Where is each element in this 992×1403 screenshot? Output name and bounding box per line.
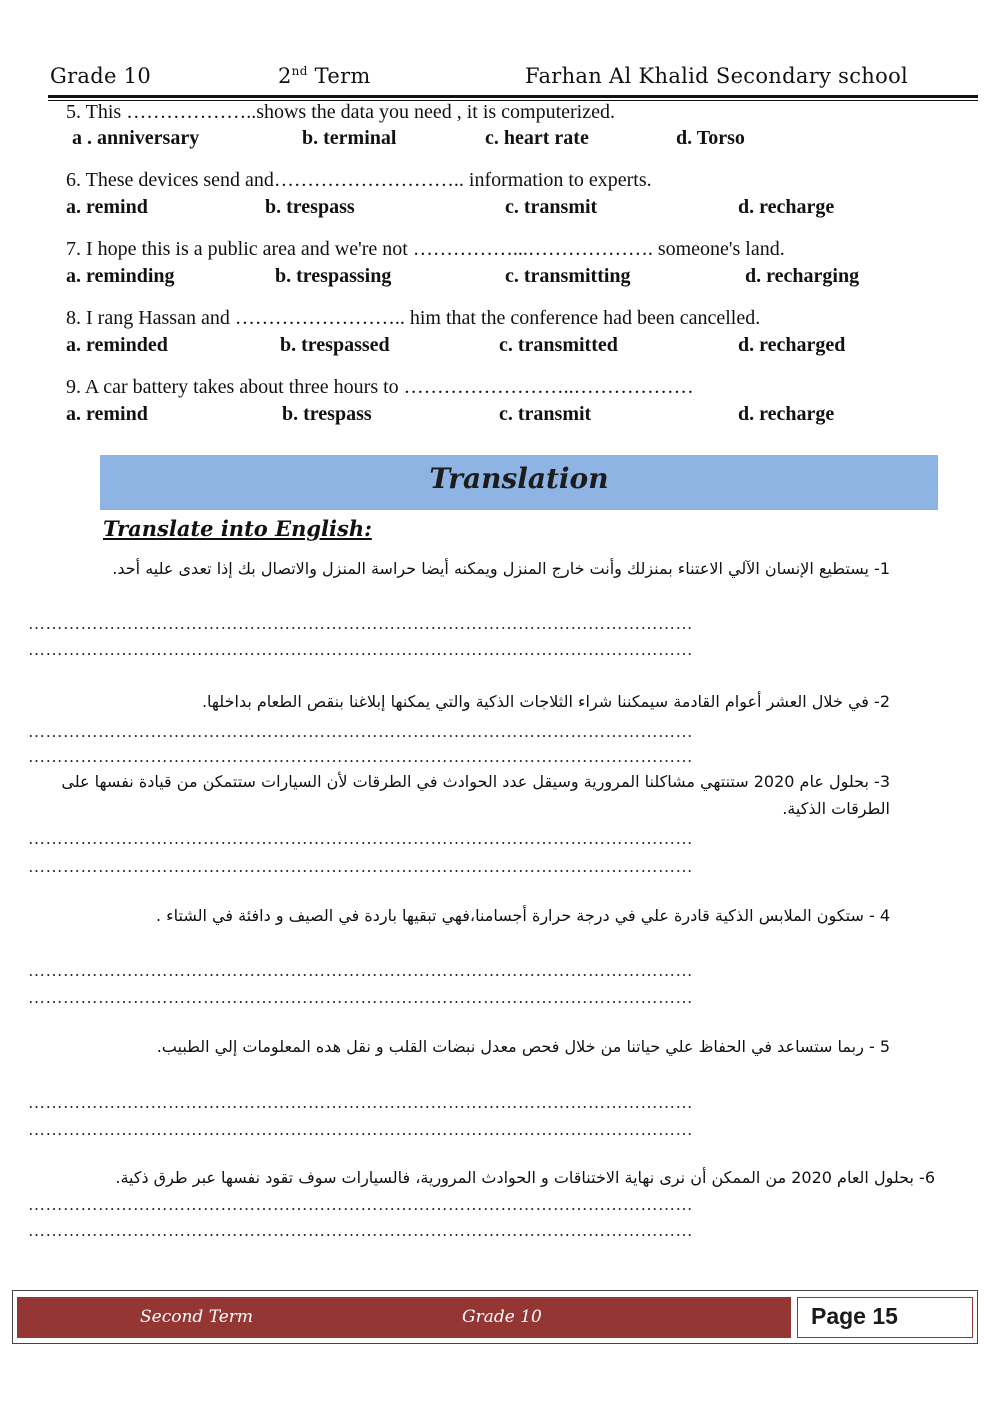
page-number: Page 15 (811, 1303, 898, 1329)
answer-line[interactable]: …………………………………………………………………………………………………… (28, 640, 693, 659)
question-7: 7. I hope this is a public area and we're not ……………...………………. someone's land. (66, 238, 785, 260)
instruction-heading: Translate into English: (103, 516, 372, 541)
translation-item-5 (110, 1033, 890, 1060)
answer-line[interactable]: …………………………………………………………………………………………………… (28, 614, 693, 633)
option-b: b. trespass (282, 403, 372, 425)
option-c: c. transmit (499, 403, 592, 425)
answer-line[interactable]: …………………………………………………………………………………………………… (28, 1221, 693, 1240)
header-school: Farhan Al Khalid Secondary school (525, 64, 909, 88)
translation-item-2 (110, 688, 890, 715)
option-c: c. transmit (505, 196, 598, 218)
option-c: c. heart rate (485, 127, 589, 149)
option-b: b. terminal (302, 127, 397, 149)
option-b: b. trespassing (275, 265, 392, 287)
option-d: d. recharged (738, 334, 846, 356)
header-grade: Grade 10 (50, 64, 152, 88)
answer-line[interactable]: …………………………………………………………………………………………………… (28, 722, 693, 741)
question-9: 9. A car battery takes about three hours to ……………………..……………… (66, 376, 694, 398)
answer-line[interactable]: …………………………………………………………………………………………………… (28, 747, 693, 766)
answer-line[interactable]: …………………………………………………………………………………………………… (28, 1093, 693, 1112)
item-number: 3- (874, 772, 890, 791)
option-b: b. trespass (265, 196, 355, 218)
header-term-suffix: nd (291, 64, 308, 78)
option-a: a. reminded (66, 334, 168, 356)
option-a: a . anniversary (72, 127, 200, 149)
item-number: 4 - (868, 906, 890, 925)
answer-line[interactable]: …………………………………………………………………………………………………… (28, 829, 693, 848)
translation-item-3 (30, 768, 890, 822)
translation-item-4 (110, 902, 890, 929)
item-text: بحلول العام 2020 من الممكن أن نرى نهاية الاختناقات و الحوادث المرورية، فالسيارات سوف تقود نفسها عبر طرق ذكية. (115, 1168, 914, 1187)
option-d: d. recharge (738, 403, 835, 425)
footer-bar (17, 1297, 791, 1338)
header-term-number: 2 (278, 64, 292, 88)
answer-line[interactable]: …………………………………………………………………………………………………… (28, 961, 693, 980)
item-text: بحلول عام 2020 ستنتهي مشاكلنا المرورية وسيقل عدد الحوادث في الطرقات لأن السيارات ستتمكن من قيادة نفسها على الطرقات الذكية. (61, 772, 890, 818)
option-d: d. Torso (676, 127, 745, 149)
answer-line[interactable]: …………………………………………………………………………………………………… (28, 857, 693, 876)
item-number: 1- (874, 559, 890, 578)
option-d: d. recharging (745, 265, 860, 287)
translation-item-1 (110, 555, 890, 582)
option-a: a. reminding (66, 265, 175, 287)
answer-line[interactable]: …………………………………………………………………………………………………… (28, 988, 693, 1007)
option-a: a. remind (66, 196, 148, 218)
header-term-word: Term (314, 64, 371, 88)
translation-item-6 (40, 1164, 935, 1191)
item-text: يستطيع الإنسان الآلي الاعتناء بمنزلك وأنت خارج المنزل ويمكنه أيضا حراسة المنزل والاتصال بك إذا تعدى عليه أحد. (112, 559, 869, 578)
option-a: a. remind (66, 403, 148, 425)
header-divider (48, 95, 978, 98)
question-6: 6. These devices send and……………………….. information to experts. (66, 169, 652, 191)
section-title: Translation (429, 462, 609, 495)
item-text: ربما ستساعد في الحفاظ علي حياتنا من خلال فحص معدل نبضات القلب و نقل هده المعلومات إلي الطبيب. (156, 1037, 864, 1056)
option-c: c. transmitting (505, 265, 631, 287)
item-number: 6- (919, 1168, 935, 1187)
option-b: b. trespassed (280, 334, 390, 356)
question-5: 5. This ………………..shows the data you need , it is computerized. (66, 101, 615, 123)
answer-line[interactable]: …………………………………………………………………………………………………… (28, 1120, 693, 1139)
item-number: 5 - (868, 1037, 890, 1056)
footer-grade: Grade 10 (462, 1307, 542, 1327)
item-text: في خلال العشر أعوام القادمة سيمكننا شراء الثلاجات الذكية والتي يمكنها إبلاغنا بنقص الطعام بداخلها. (201, 692, 869, 711)
question-8: 8. I rang Hassan and …………………….. him that the conference had been cancelled. (66, 307, 761, 329)
header-term (278, 64, 371, 88)
answer-line[interactable]: …………………………………………………………………………………………………… (28, 1195, 693, 1214)
item-text: ستكون الملابس الذكية قادرة علي في درجة حرارة أجسامنا،فهي تبقيها باردة في الصيف و دافئة في الشتاء . (155, 906, 864, 925)
footer-term: Second Term (140, 1307, 254, 1327)
option-c: c. transmitted (499, 334, 618, 356)
option-d: d. recharge (738, 196, 835, 218)
item-number: 2- (874, 692, 890, 711)
